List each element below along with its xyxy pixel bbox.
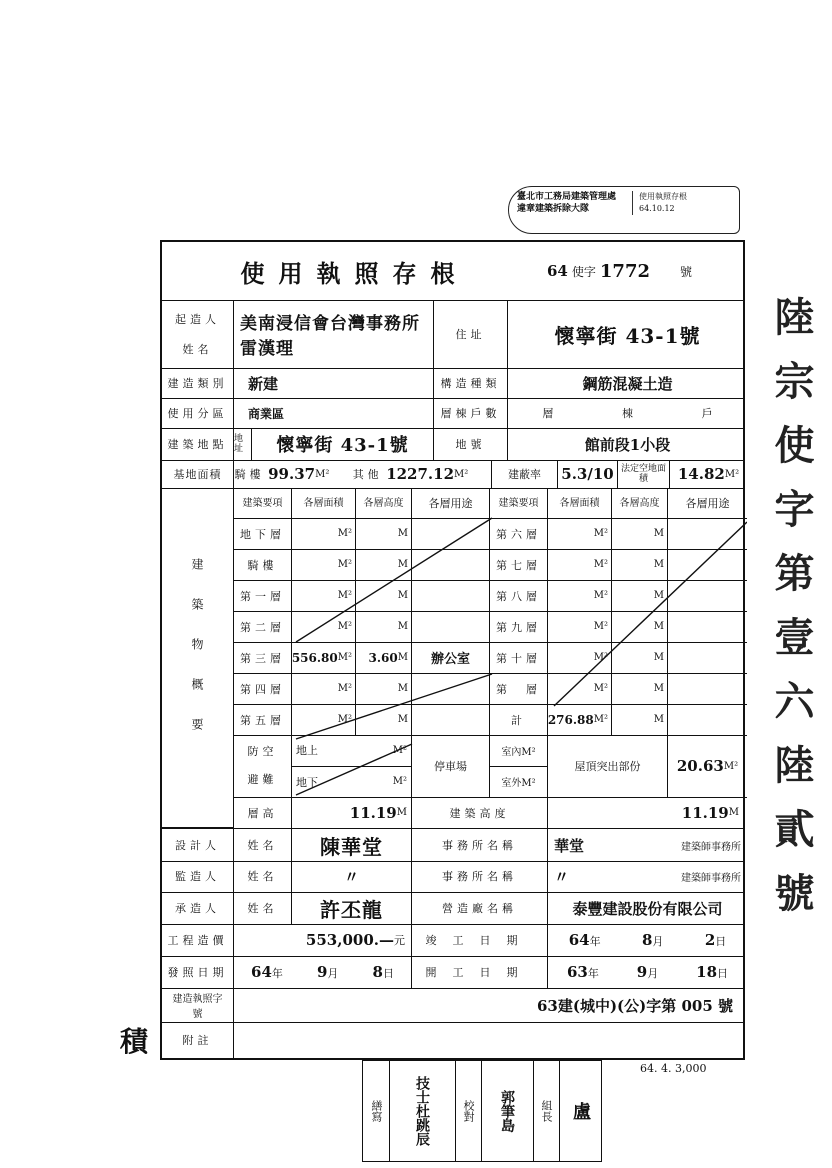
- legal-open-label: 法定空地面積: [620, 464, 666, 484]
- other-area-value: 1227.12: [386, 465, 455, 483]
- use-header-r: 各層用途: [685, 497, 730, 510]
- floor-area-left-unit: M²: [337, 683, 352, 694]
- floor-height-right-unit: M: [653, 528, 664, 539]
- floor-area-right-unit: M²: [593, 528, 608, 539]
- floor-label-left-text: 第五層: [240, 713, 285, 727]
- floor-area-right-unit: M²: [593, 683, 608, 694]
- floor-height-right-unit: M: [653, 652, 664, 663]
- applicant-label: 起造人: [175, 313, 220, 326]
- strike-line-4: [554, 522, 747, 706]
- floor-height-left-unit: M: [397, 559, 408, 570]
- issue-day: 8: [372, 963, 383, 981]
- floor-label-right-text: 第十層: [496, 651, 541, 665]
- completion-day-char: 日: [715, 935, 727, 948]
- building-height-unit: M: [728, 807, 739, 818]
- approval-stamp: [508, 186, 740, 234]
- area-header-l: 各層面積: [303, 497, 344, 509]
- contractor-firm-value: 泰豐建設股份有限公司: [572, 899, 723, 918]
- cost-label: 工程造價: [167, 934, 228, 947]
- supervisor-name-label: 姓名: [247, 870, 278, 883]
- base-area-label: 基地面積: [173, 468, 222, 481]
- address-label: 住址: [455, 328, 486, 341]
- designer-name-value: 陳華堂: [320, 834, 383, 859]
- floor-height-right-unit: M: [653, 559, 664, 570]
- building-summary-label: 建築物概要: [190, 557, 204, 758]
- completion-month-char: 月: [652, 935, 664, 948]
- floor-label-left-text: 第四層: [240, 682, 285, 696]
- structure-type-value: 鋼筋混凝土造: [582, 374, 673, 393]
- floor-height-value: 11.19: [349, 803, 397, 822]
- floor-height-left-unit: M: [397, 621, 408, 632]
- floor-label-right-text: 第七層: [496, 558, 541, 572]
- name-label: 姓名: [182, 343, 213, 356]
- cost-unit: 元: [394, 934, 405, 947]
- supervisor-name-value: 〃: [343, 867, 359, 886]
- contractor-label: 承造人: [175, 902, 220, 915]
- floor-label-left-text: 第一層: [240, 589, 285, 603]
- sig-cell-2: 技士杜跳辰: [389, 1061, 456, 1161]
- permit-no-label: 建造執照字號: [172, 994, 223, 1020]
- land-no-value: 館前段1小段: [584, 435, 671, 454]
- floor-label-left-text: 騎樓: [247, 558, 278, 572]
- form-title: 使用執照存根: [240, 258, 469, 288]
- floor-height-left-unit: M: [397, 714, 408, 725]
- stamp-left-line1: 臺北市工務局建築管理處: [517, 192, 617, 202]
- applicant-person: 雷漢理: [240, 339, 294, 359]
- arcade-label: 騎樓: [234, 468, 265, 481]
- issue-date-label: 發照日期: [167, 966, 228, 979]
- above-unit: M²: [392, 744, 407, 756]
- floor-label-right-text: 第八層: [496, 589, 541, 603]
- print-note: 64. 4. 3,000: [640, 1062, 707, 1075]
- total-area: 276.88: [548, 712, 594, 727]
- issue-month-char: 月: [327, 967, 339, 980]
- floor-label-left-text: 第二層: [240, 620, 285, 634]
- floor-label-right-text: 第六層: [496, 527, 541, 541]
- usage-zone-value: 商業區: [248, 406, 285, 421]
- third-floor-area: 556.80: [292, 650, 338, 665]
- building-type-value: 新建: [248, 374, 279, 393]
- completion-month: 8: [641, 931, 653, 949]
- floor-area-left-unit: M²: [337, 652, 352, 663]
- contractor-name-value: 許丕龍: [320, 897, 383, 922]
- start-date-label: 開工日期: [425, 966, 534, 979]
- arcade-unit: M²: [315, 468, 330, 480]
- side-annotation: 陸宗使字第壹六陸貳號: [768, 296, 815, 936]
- floor-area-left-unit: M²: [337, 590, 352, 601]
- floor-area-right-unit: M²: [593, 652, 608, 663]
- site-address-value: 懷寧街 43-1號: [276, 435, 409, 456]
- completion-year-char: 年: [589, 935, 601, 948]
- area-header-r: 各層面積: [559, 497, 600, 509]
- strike-line-1: [296, 518, 492, 642]
- floor-height-label: 層高: [247, 806, 278, 820]
- designer-name-label: 姓名: [247, 839, 278, 852]
- stamp-left-line2: 違章建築拆除大隊: [517, 204, 590, 214]
- permit-number-mid: 使字: [571, 264, 596, 279]
- legal-open-unit: M²: [724, 468, 740, 480]
- completion-day: 2: [704, 931, 716, 949]
- signature-box: [362, 1060, 602, 1162]
- outdoor-label: 室外M²: [501, 778, 536, 790]
- above-label: 地上: [296, 744, 318, 758]
- items-header-r: 建築要項: [498, 497, 539, 509]
- build-site-label: 建築地點: [167, 438, 228, 451]
- other-unit: M²: [454, 468, 469, 480]
- supervisor-office-suffix: 建築師事務所: [681, 872, 741, 884]
- households-unit: 戶: [701, 407, 713, 420]
- legal-open-value: 14.82: [677, 465, 725, 483]
- sig-cell-6: 盧: [570, 1102, 591, 1120]
- issue-year: 64: [251, 963, 272, 981]
- buildings-unit: 棟: [621, 407, 633, 420]
- floor-area-left-unit: M²: [337, 714, 352, 725]
- below-unit: M²: [392, 776, 407, 788]
- floor-label-right-text: 第九層: [496, 620, 541, 634]
- building-type-label: 建造類別: [167, 377, 228, 390]
- floor-area-left-unit: M²: [337, 559, 352, 570]
- applicant-address: 懷寧街 43-1號: [554, 323, 701, 348]
- issue-year-char: 年: [271, 967, 283, 980]
- applicant-name: 美南浸信會台灣事務所: [240, 314, 420, 334]
- supervisor-office-label: 事務所名稱: [442, 870, 517, 883]
- strike-line-3: [296, 744, 412, 795]
- floor-height-right-unit: M: [653, 683, 664, 694]
- floor-area-right-unit: M²: [593, 559, 608, 570]
- use-header-l: 各層用途: [428, 497, 473, 510]
- completion-label: 竣工日期: [425, 934, 534, 947]
- floor-height-left-unit: M: [397, 683, 408, 694]
- floor-label-right-text: 計: [511, 713, 526, 727]
- sig-cell-3: 校對: [455, 1061, 482, 1161]
- site-address-short-label: 地址: [234, 434, 244, 454]
- floor-label-left-text: 第三層: [240, 651, 285, 665]
- floors-unit: 層: [542, 407, 554, 420]
- height-header-l: 各層高度: [363, 497, 404, 509]
- floor-area-right-unit: M²: [593, 590, 608, 601]
- permit-form: [160, 240, 745, 1060]
- building-height-value: 11.19: [681, 803, 729, 822]
- strike-lines: [162, 242, 747, 1062]
- roof-area-value: 20.63: [676, 757, 724, 775]
- floor-area-right-unit: M²: [593, 714, 608, 725]
- sig-cell-4: 郭筆島: [481, 1061, 534, 1161]
- completion-year: 64: [568, 931, 590, 949]
- floors-units-label: 層棟戶數: [440, 407, 501, 420]
- coverage-value: 5.3/10: [561, 465, 614, 483]
- issue-month: 9: [316, 963, 328, 981]
- designer-office-label: 事務所名稱: [442, 839, 517, 852]
- permit-number-prefix: 64: [547, 262, 568, 280]
- permit-number-value: 1772: [599, 260, 650, 282]
- permit-no-value: 63建(城中)(公)字第 005 號: [536, 996, 733, 1015]
- land-no-label: 地號: [455, 438, 486, 451]
- sig-cell-5: 組長: [533, 1061, 560, 1161]
- supervisor-office-value: 〃: [554, 867, 570, 886]
- roof-unit: M²: [723, 760, 739, 772]
- usage-zone-label: 使用分區: [167, 407, 228, 420]
- contractor-firm-label: 營造廠名稱: [442, 902, 517, 915]
- floor-area-right-unit: M²: [593, 621, 608, 632]
- floor-area-left-unit: M²: [337, 621, 352, 632]
- permit-number-suffix: 號: [680, 264, 693, 279]
- other-label: 其他: [352, 468, 383, 481]
- third-floor-use: 辦公室: [430, 652, 470, 667]
- designer-label: 設計人: [175, 839, 220, 852]
- coverage-label: 建蔽率: [508, 468, 541, 481]
- indoor-label: 室內M²: [501, 746, 536, 758]
- floor-height-left-unit: M: [397, 590, 408, 601]
- parking-label: 停車場: [434, 760, 467, 773]
- floor-height-right-unit: M: [653, 621, 664, 632]
- designer-office-suffix: 建築師事務所: [681, 841, 741, 853]
- start-day: 18: [696, 963, 718, 981]
- start-month-char: 月: [647, 967, 659, 980]
- strike-line-2: [296, 674, 492, 739]
- roof-label: 屋頂突出部份: [574, 760, 641, 773]
- arcade-area-value: 99.37: [268, 465, 316, 483]
- floor-height-right-unit: M: [653, 590, 664, 601]
- floor-area-left-unit: M²: [337, 528, 352, 539]
- sig-cell-1: 繕寫: [363, 1061, 390, 1161]
- floor-label-right-text: 第 層: [496, 682, 541, 696]
- building-height-label: 建築高度: [449, 806, 510, 820]
- issue-day-char: 日: [382, 967, 394, 980]
- contractor-name-label: 姓名: [247, 902, 278, 915]
- start-month: 9: [636, 963, 648, 981]
- floor-height-left-unit: M: [397, 652, 408, 663]
- cost-value: 553,000.—: [305, 931, 394, 949]
- stamp-right-line2: 64.10.12: [639, 204, 675, 213]
- start-day-char: 日: [717, 967, 729, 980]
- floor-height-left-unit: M: [397, 528, 408, 539]
- designer-office-value: 華堂: [554, 836, 585, 855]
- structure-type-label: 構造種類: [440, 377, 501, 390]
- start-year-char: 年: [587, 967, 599, 980]
- start-year: 63: [566, 963, 588, 981]
- third-floor-height: 3.60: [368, 650, 398, 665]
- shelter-label: 防空避難: [247, 745, 278, 786]
- notes-label: 附註: [182, 1034, 213, 1047]
- supervisor-label: 監造人: [175, 870, 220, 883]
- floor-label-left-text: 地下層: [240, 527, 285, 541]
- below-label: 地下: [296, 775, 318, 789]
- floor-height-right-unit: M: [653, 714, 664, 725]
- stamp-right-line1: 使用執照存根: [639, 192, 687, 201]
- floor-height-unit: M: [396, 807, 407, 818]
- items-header-l: 建築要項: [242, 497, 283, 509]
- height-header-r: 各層高度: [619, 497, 660, 509]
- edge-char: 積: [120, 1025, 149, 1058]
